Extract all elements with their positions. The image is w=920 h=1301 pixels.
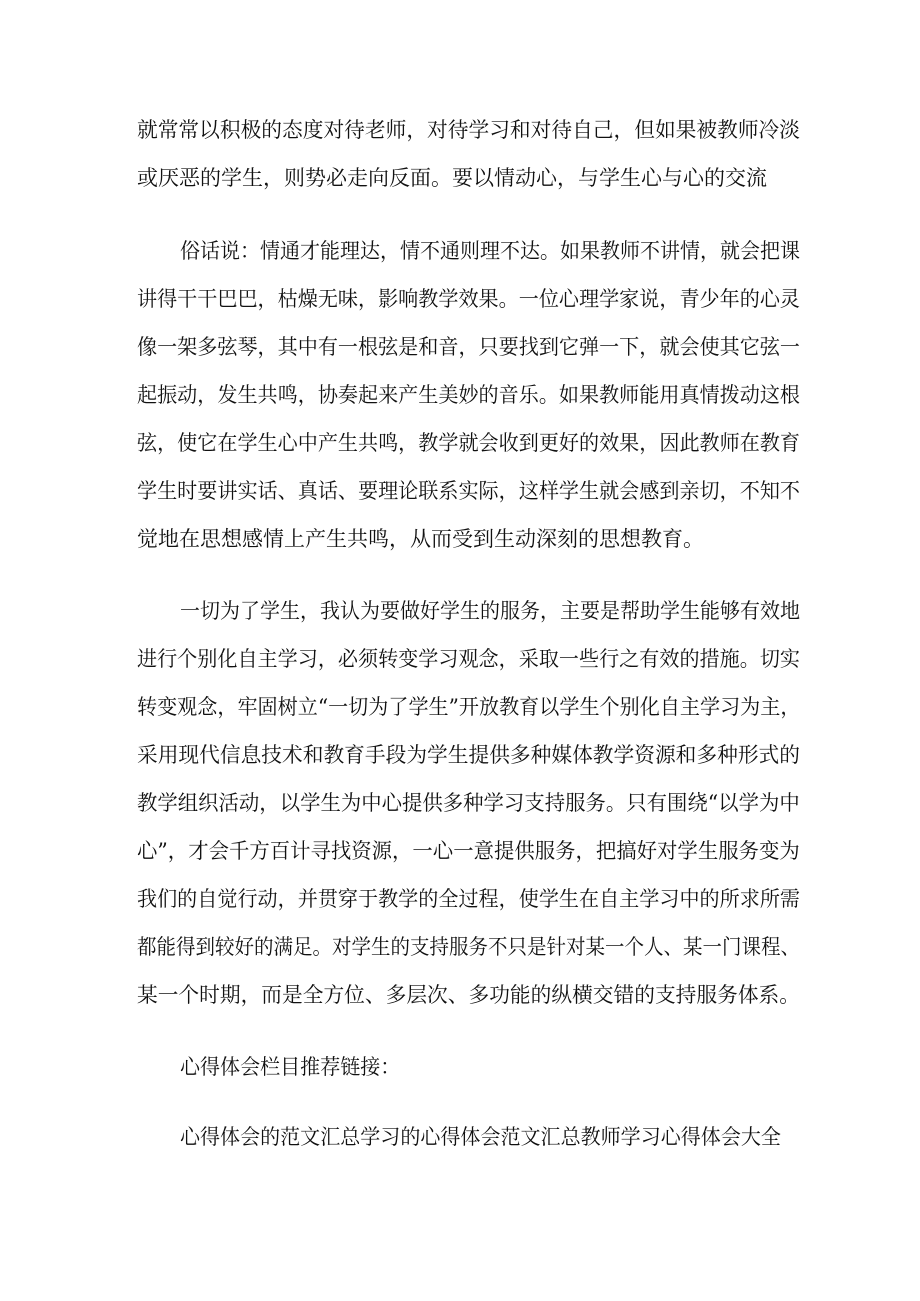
body-line: 都能得到较好的满足。对学生的支持服务不只是针对某一个人、某一门课程、: [137, 935, 800, 959]
body-line: 起振动，发生共鸣，协奏起来产生美妙的音乐。如果教师能用真情拨动这根: [137, 383, 800, 407]
body-line: 弦，使它在学生心中产生共鸣，教学就会收到更好的效果，因此教师在教育: [137, 431, 800, 455]
body-line: 或厌恶的学生，则势必走向反面。要以情动心，与学生心与心的交流: [137, 166, 767, 190]
body-line: 某一个时期，而是全方位、多层次、多功能的纵横交错的支持服务体系。: [137, 983, 800, 1007]
recommended-links-line: 心得体会的范文汇总学习的心得体会范文汇总教师学习心得体会大全: [180, 1125, 781, 1149]
body-line: 就常常以积极的态度对待老师，对待学习和对待自己，但如果被教师冷淡: [137, 118, 800, 142]
body-line: 学生时要讲实话、真话、要理论联系实际，这样学生就会感到亲切，不知不: [137, 479, 800, 503]
body-line: 像一架多弦琴，其中有一根弦是和音，只要找到它弹一下，就会使其它弦一: [137, 335, 800, 359]
body-line: 教学组织活动，以学生为中心提供多种学习支持服务。只有围绕“以学为中: [137, 791, 800, 815]
body-line: 觉地在思想感情上产生共鸣，从而受到生动深刻的思想教育。: [137, 527, 704, 551]
recommended-links-heading: 心得体会栏目推荐链接：: [180, 1055, 401, 1079]
body-line: 我们的自觉行动，并贯穿于教学的全过程，使学生在自主学习中的所求所需: [137, 887, 800, 911]
paragraph-start-line: 俗话说：情通才能理达，情不通则理不达。如果教师不讲情，就会把课: [180, 239, 800, 263]
body-line: 采用现代信息技术和教育手段为学生提供多种媒体教学资源和多种形式的: [137, 743, 800, 767]
body-line: 转变观念，牢固树立“一切为了学生”开放教育以学生个别化自主学习为主，: [137, 695, 801, 719]
paragraph-start-line: 一切为了学生，我认为要做好学生的服务，主要是帮助学生能够有效地: [180, 599, 800, 623]
body-line: 进行个别化自主学习，必须转变学习观念，采取一些行之有效的措施。切实: [137, 647, 800, 671]
body-line: 讲得干干巴巴，枯燥无味，影响教学效果。一位心理学家说，青少年的心灵: [137, 287, 800, 311]
body-line: 心”，才会千方百计寻找资源，一心一意提供服务，把搞好对学生服务变为: [137, 839, 800, 863]
